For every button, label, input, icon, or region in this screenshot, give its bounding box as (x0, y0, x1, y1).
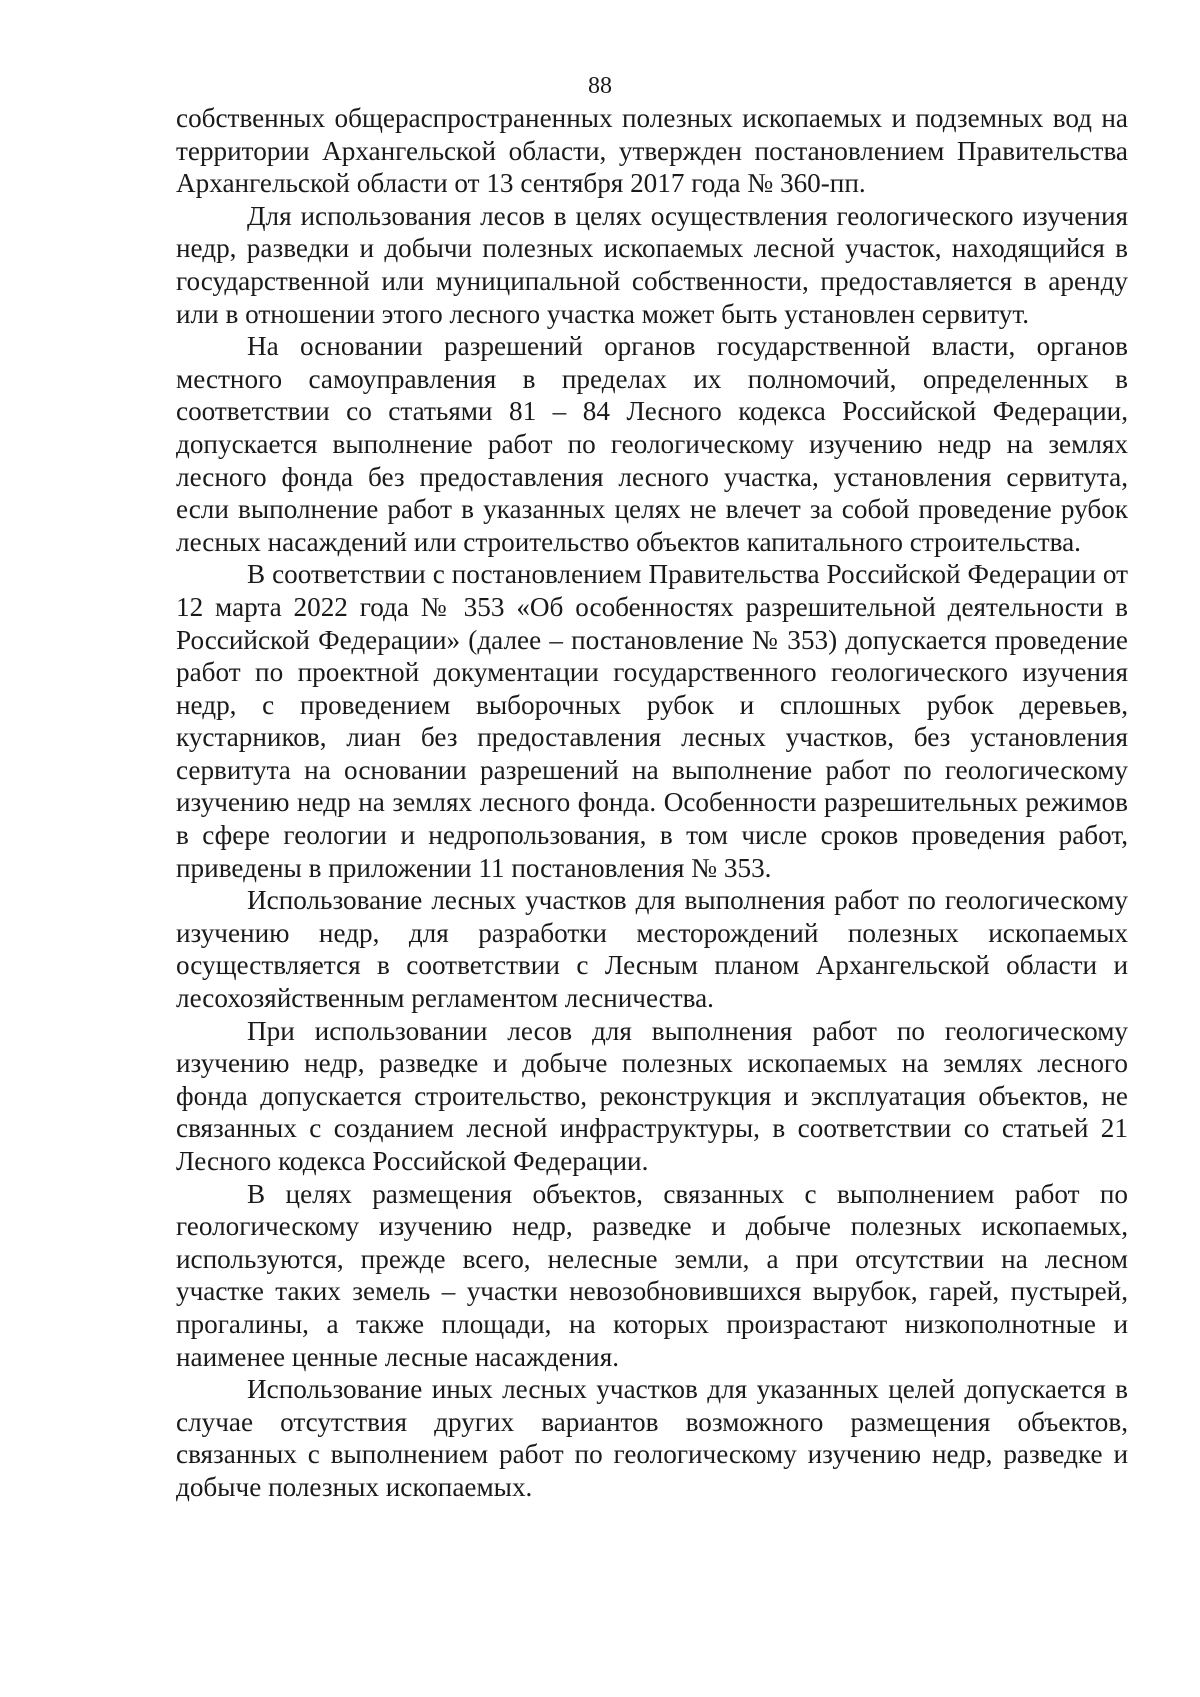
document-body (176, 102, 1128, 1504)
paragraph-resolution-353: В соответствии с постановлением Правительства Российской Федерации от 12 марта 2022 года № 353 «Об особенностях разрешительной деятельности в Российской Федерации» (далее – постановление № 353) допускается проведение работ по проектной документации государственного геологического изучения недр, с проведением выборочных рубок и сплошных рубок деревьев, кустарников, лиан без предоставления лесных участков, без установления сервитута на основании разрешений на выполнение работ по геологическому изучению недр на землях лесного фонда. Особенности разрешительных режимов в сфере геологии и недропользования, в том числе сроков проведения работ, приведены в приложении 11 постановления № 353. (176, 559, 1128, 883)
paragraph-continuation: собственных общераспространенных полезных ископаемых и подземных вод на территории Архангельской области, утвержден постановлением Правительства Архангельской области от 13 сентября 2017 года № 360-пп. (176, 103, 1128, 199)
paragraph-permits-without-plot: На основании разрешений органов государственной власти, органов местного самоуправления в пределах их полномочий, определенных в соответствии со статьями 81 – 84 Лесного кодекса Российской Федерации, допускается выполнение работ по геологическому изучению недр на землях лесного фонда без предоставления лесного участка, установления сервитута, если выполнение работ в указанных целях не влечет за собой проведение рубок лесных насаждений или строительство объектов капитального строительства. (176, 331, 1128, 557)
paragraph-construction-allowed: При использовании лесов для выполнения работ по геологическому изучению недр, разведке и добыче полезных ископаемых на землях лесного фонда допускается строительство, реконструкция и эксплуатация объектов, не связанных с созданием лесной инфраструктуры, в соответствии со статьей 21 Лесного кодекса Российской Федерации. (176, 1015, 1128, 1176)
paragraph-forest-plan: Использование лесных участков для выполнения работ по геологическому изучению недр, для разработки месторождений полезных ископаемых осуществляется в соответствии с Лесным планом Архангельской области и лесохозяйственным регламентом лесничества. (176, 885, 1128, 1014)
paragraph-lease-or-servitude: Для использования лесов в целях осуществления геологического изучения недр, разведки и добычи полезных ископаемых лесной участок, находящийся в государственной или муниципальной собственности, предоставляется в аренду или в отношении этого лесного участка может быть установлен сервитут. (176, 200, 1128, 329)
paragraph-non-forest-lands: В целях размещения объектов, связанных с выполнением работ по геологическому изучению недр, разведке и добыче полезных ископаемых, используются, прежде всего, нелесные земли, а при отсутствии на лесном участке таких земель – участки невозобновившихся вырубок, гарей, пустырей, прогалины, а также площади, на которых произрастают низкополнотные и наименее ценные лесные насаждения. (176, 1178, 1128, 1372)
paragraph-other-plots: Использование иных лесных участков для указанных целей допускается в случае отсутствия других вариантов возможного размещения объектов, связанных с выполнением работ по геологическому изучению недр, разведке и добыче полезных ископаемых. (176, 1374, 1128, 1502)
page-number: 88 (588, 73, 612, 99)
